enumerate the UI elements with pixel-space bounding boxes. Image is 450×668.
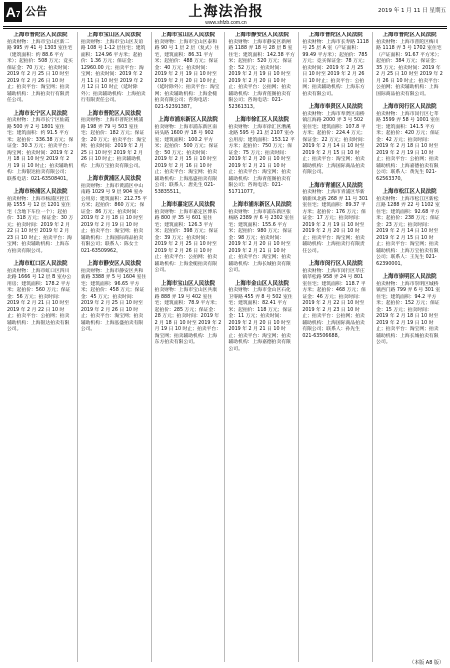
column-4 — [224, 32, 298, 662]
notice-body: 拍卖财物：上海市浦东新区南码头路 1600 弄 18 号 902 室；建筑面积：100.2 平方米；起拍价：500 万元；保证金：50 万元；拍卖时间：2019 年 2 月 15 日 10 时至 2019 年 2 月 16 日 10 时止；拍卖平台：淘宝网；拍卖辅助机构：上海泓盛拍卖有限公司；联系人：唐先生 021-53835511。 — [154, 124, 219, 195]
notice-body: 拍卖财物：上海市崇明区城桥镇西门路 799 弄 6 号 301 室住宅；建筑面积：94.2 平方米；起拍价：152 万元；保证金：15 万元；拍卖时间：2019 年 2 月 18 日 10 时至 2019 年 2 月 19 日 10 时止；拍卖平台：淘宝网；拍卖辅助机构：上海长城拍卖有限公司。 — [376, 281, 441, 345]
notice-title: 上海市闵行区人民法院 — [382, 104, 437, 110]
notice — [81, 111, 148, 171]
notice-body: 拍卖财物：上海市黄浦区中山南路 1029 号 9 层 904 室办公用房；建筑面积：212.75 平方米；起拍价：860 万元；保证金：86 万元；拍卖时间：2019 年 2 月 18 日 10 时至 2019 年 2 月 19 日 10 时止；拍卖平台：淘宝网；拍卖辅助机构：上海国际商品拍卖有限公司；联系人：陈女士 021-63509962。 — [80, 183, 148, 254]
notice-title: 上海市静安区人民法院 — [87, 261, 142, 267]
header-rule-thin — [3, 28, 447, 29]
notice-title: 上海市徐汇区人民法院 — [234, 117, 289, 123]
notice-title: 上海市青浦区人民法院 — [308, 182, 363, 189]
notice — [376, 274, 443, 347]
notice — [7, 32, 74, 105]
notice-title: 上海市闵行区人民法院 — [308, 261, 363, 267]
notice-body: 拍卖财物：上海市静安区新闸路 1188 弄 18 号 28 层 B 室住宅；建筑面积：142.38 平方米；起拍价：520 万元；保证金：52 万元；拍卖时间：2019 年 2 月 19 日 10 时至 2019 年 2 月 20 日 10 时止；拍卖平台：公拍网；拍卖辅助机构：上海青莲阁拍卖有限公司；咨询电话：021-52361313。 — [228, 39, 295, 110]
notice-body: 拍卖财物：上海市长寿路 1118 号 25 层 A 室（产证面积：99.49 平方米）；起拍价：785 万元；竞买保证金：78 万元；拍卖时间：2019 年 2 月 25 日 10 时至 2019 年 2 月 26 日 10 时止；拍卖平台：公拍网；拍卖辅助机构：上海东方拍卖有限公司。 — [302, 39, 369, 97]
notice-title: 上海市嘉定区人民法院 — [161, 202, 216, 208]
column-3 — [151, 32, 225, 662]
notice — [302, 183, 369, 256]
notice-title: 上海市宝山区人民法院 — [161, 280, 216, 287]
notice-title: 上海市普陀区人民法院 — [308, 32, 363, 38]
notice-body: 拍卖财物：上海市青浦区华新镇新凤北路 268 弄 11 号 301 室住宅；建筑面积：89.37 平方米；起拍价：176 万元；保证金：17 万元；拍卖时间：2019 年 2 月 19 日 10 时至 2019 年 2 月 20 日 10 时止；拍卖平台：淘宝网；拍卖辅助机构：上海拍卖行有限责任公司。 — [302, 190, 368, 254]
section-label: 公告 — [25, 5, 47, 18]
notice — [228, 32, 295, 111]
notice-title: 上海市普陀区人民法院 — [13, 32, 68, 38]
notice-title: 上海市黄浦区人民法院 — [87, 176, 142, 182]
notice — [228, 202, 295, 275]
notice-title: 上海市普陀区人民法院 — [87, 110, 142, 117]
notice — [155, 281, 222, 347]
notice-title: 上海市杨浦区人民法院 — [13, 189, 68, 195]
notice — [155, 32, 222, 111]
notice-body: 拍卖财物：上海市闵行区莘庄镇莘松路 958 弄 24 号 801 室住宅；建筑面积：118.7 平方米；起拍价：468 万元；保证金：46 万元；拍卖时间：2019 年 2 月 22 日 10 时至 2019 年 2 月 23 日 10 时止；拍卖平台：公拍网；拍卖辅助机构：上海国际商品拍卖有限公司；联系人：孙先生 021-63506688。 — [302, 268, 366, 339]
notice — [228, 281, 295, 354]
notice-body: 拍卖财物：上海市嘉定区博乐路 800 弄 35 号 601 室住宅；建筑面积：126.3 平方米；起拍价：398 万元；保证金：39 万元；拍卖时间：2019 年 2 月 25 日 10 时至 2019 年 2 月 26 日 10 时止；拍卖平台：公拍网；拍卖辅助机构：上海金槌拍卖有限公司。 — [154, 209, 219, 273]
column-1 — [4, 32, 77, 662]
notice-body: 拍卖财物：上海市金山区石化卫零路 455 弄 8 号 502 室住宅；建筑面积：82.41 平方米；起拍价：118 万元；保证金：11 万元；拍卖时间：2019 年 2 月 20 日 10 时至 2019 年 2 月 21 日 10 时止；拍卖平台：淘宝网；拍卖辅助机构：上海嘉德拍卖有限公司。 — [228, 288, 293, 352]
page-header — [0, 0, 450, 30]
notice — [7, 189, 74, 255]
notice-title: 上海市崇明区人民法院 — [382, 274, 437, 280]
notice-title: 上海市宝山区人民法院 — [161, 32, 216, 38]
notice-body: 拍卖财物：上海市徐汇区漕溪北路 595 号 21 层 2107 室办公用房；建筑面积：153.12 平方米；起拍价：750 万元；保证金：75 万元；拍卖时间：2019 年 2 月 20 日 10 时至 2019 年 2 月 21 日 10 时止；拍卖平台：淘宝网；拍卖辅助机构：上海青莲阁拍卖有限公司；咨询电话：021-51711077。 — [228, 124, 295, 195]
notice-title: 上海市长宁区人民法院 — [13, 110, 68, 117]
notice-title: 上海市虹口区人民法院 — [13, 261, 68, 267]
notice — [81, 32, 148, 105]
notice — [81, 176, 148, 255]
notice-body: 拍卖财物：上海市宝山区泰和路 90 号 1 层 2 层（复式）住宅，建筑面积：86.31 平方米；起拍价：488 万元；保证金：40 万元；拍卖时间：2019 年 2 月 19 日 10 时至 2019 年 2 月 20 日 10 时止（延时除外）；拍卖平台：淘宝网；拍卖辅助机构：上海金槌拍卖有限公司；咨询电话：021-52391387。 — [154, 39, 220, 110]
notice — [302, 104, 369, 177]
notice-body: 拍卖财物：上海市松江区新松江路 1288 弄 22 号 1102 室住宅；建筑面积：92.68 平方米；起拍价：238 万元；保证金：23 万元；拍卖时间：2019 年 2 月 14 日 10 时至 2019 年 2 月 15 日 10 时止；拍卖平台：淘宝网；拍卖辅助机构：上海万宝拍卖有限公司；联系人：王先生 021-62390001。 — [376, 196, 440, 267]
notice-body: 拍卖财物：上海市静安区共和新路 3388 弄 5 号 1604 室住宅；建筑面积：96.65 平方米；起拍价：458 万元；保证金：45 万元；拍卖时间：2019 年 2 月 25 日 10 时至 2019 年 2 月 26 日 10 时止；拍卖平台：淘宝网；拍卖辅助机构：上海泓盛拍卖有限公司。 — [80, 268, 147, 332]
notice-body: 拍卖财物：上海市宝山区新二路 995 弄 41 号 1303 室住宅（建筑面积：约 88.6 平方米）；起拍价：508 万元；竞买保证金：70 万元；拍卖时间：2019 年 2 月 25 日 10 时至 2019 年 2 月 26 日 10 时止；拍卖平台：淘宝网；拍卖辅助机构：上海拍卖行有限责任公司。 — [7, 39, 73, 103]
page-number-badge — [4, 2, 22, 22]
notice-title: 上海市松江区人民法院 — [382, 189, 437, 195]
page-number: 7 — [15, 10, 21, 19]
notice — [302, 261, 369, 340]
notice — [376, 104, 443, 183]
notice-title: 上海市浦东新区人民法院 — [232, 202, 292, 208]
notice-body: 拍卖财物：上海市浦东新区张杨路 2389 弄 6 号 2302 室住宅；建筑面积：155.6 平方米；起拍价：980 万元；保证金：98 万元；拍卖时间：2019 年 2 月 20 日 10 时至 2019 年 2 月 21 日 10 时止；拍卖平台：淘宝网；拍卖辅助机构：上海长城拍卖有限公司。 — [228, 209, 294, 273]
site-url: www.shfzb.com.cn — [205, 20, 247, 26]
issue-date: 2019 年 1 月 11 日 星期五 — [378, 8, 446, 14]
page-footer: （本版 A8 版） — [409, 660, 444, 666]
notice — [7, 261, 74, 334]
notice-body: 拍卖财物：上海市普陀区梅川路 1118 弄 3 号 1702 室住宅（产证面积：91.67 平方米）；起拍价：384 万元；保证金：35 万元；拍卖时间：2019 年 2 月 25 日 10 时至 2019 年 2 月 26 日 10 时止；拍卖平台：公拍网；拍卖辅助机构：上海国际商品拍卖有限公司。 — [376, 39, 443, 97]
notice — [376, 32, 443, 98]
notice-title: 上海市普陀区人民法院 — [382, 32, 437, 38]
column-5 — [298, 32, 372, 662]
notice-title: 上海市宝山区人民法院 — [87, 32, 142, 38]
notice-title: 上海市静安区人民法院 — [234, 32, 289, 38]
column-2 — [77, 32, 151, 662]
notice-body: 拍卖财物：上海市奉贤区南桥镇江海路 2000 弄 3 号 502 室住宅；建筑面积：107.8 平方米；起拍价：224.4 万元；保证金：22 万元；拍卖时间：2019 年 2 月 14 日 10 时至 2019 年 2 月 15 日 10 时止；拍卖平台：淘宝网；拍卖辅助机构：上海国际商品拍卖有限公司。 — [302, 111, 368, 175]
notice-title: 上海市浦东新区人民法院 — [158, 117, 218, 123]
notice-body: 拍卖财物：上海市长宁区仙霞路 500 弄 2 号 1801 室住宅；建筑面积：约 91.5 平方米；起拍价：336.38 万元；保证金：30.3 万元；拍卖平台：淘宝网；拍卖时间：2019 年 2 月 18 日 10 时至 2019 年 2 月 19 日 10 时止；拍卖辅助机构：上海银达拍卖有限公司；联系电话：021-63508401。 — [7, 118, 74, 182]
notice-body: 拍卖财物：上海市虹口区四川北路 1666 号 12 层 B 室办公用房；建筑面积：178.2 平方米；起拍价：560 万元；保证金：56 万元；拍卖时间：2019 年 2 月 21 日 10 时至 2019 年 2 月 22 日 10 时止；拍卖平台：公拍网；拍卖辅助机构：上海银达拍卖有限公司。 — [7, 268, 72, 332]
masthead: 上海法治报 — [188, 4, 264, 20]
notice — [155, 202, 222, 275]
notice — [7, 111, 74, 184]
notice-title: 上海市奉贤区人民法院 — [308, 104, 363, 110]
header-rule — [3, 26, 447, 27]
notice-body: 拍卖财物：上海市普陀区桃浦路 198 弄 79 号 503 室住宅；起拍价：182 万元；保证金：20 万元；拍卖平台：淘宝网；拍卖时间：2019 年 2 月 25 日 10 时至 2019 年 2 月 26 日 10 时止；拍卖辅助机构：上海万宝拍卖有限公司。 — [80, 118, 147, 169]
notice-body: 拍卖财物：上海市闵行区七莘路 3599 弄 58 号 1001 室住宅；建筑面积：141.5 平方米；起拍价：420 万元；保证金：42 万元；拍卖时间：2019 年 2 月 18 日 10 时至 2019 年 2 月 19 日 10 时止；拍卖平台：公拍网；拍卖辅助机构：上海嘉德拍卖有限公司；联系人：黄先生 021-62563370。 — [376, 111, 440, 182]
notice-columns — [4, 32, 446, 662]
column-6 — [372, 32, 446, 662]
notice-body: 拍卖财物：上海市宝山区友谊路 108 号 1-12 层住宅；建筑面积：124.96 平方米；起拍价：1.36 万元；保证金：12960.00 元；拍卖平台：淘宝网；拍卖时间：2019 年 2 月 11 日 10 时至 2019 年 2 月 12 日 10 时止（延时除外）；拍卖辅助机构：上海拍卖行有限责任公司。 — [80, 39, 146, 103]
notice — [228, 117, 295, 196]
notice — [302, 32, 369, 98]
notice — [81, 261, 148, 334]
notice-body: 拍卖财物：上海市宝山区共康路 888 弄 19 号 402 室住宅；建筑面积：78.9 平方米；起拍价：285 万元；保证金：28 万元；拍卖时间：2019 年 2 月 18 日 10 时至 2019 年 2 月 19 日 10 时止；拍卖平台：淘宝网；拍卖辅助机构：上海东方拍卖有限公司。 — [154, 288, 222, 345]
page-letter: A — [5, 4, 16, 20]
notice-body: 拍卖财物：上海市杨浦区控江路 1555 号 12 层 1201 室住宅（含地下车位一个）；起拍价：318 万元；保证金：30 万元；拍卖时间：2019 年 2 月 22 日 10 时至 2019 年 2 月 23 日 10 时止；拍卖平台：淘宝网；拍卖辅助机构：上海东方拍卖有限公司。 — [7, 196, 74, 254]
notice — [155, 117, 222, 196]
notice — [376, 189, 443, 268]
notice-title: 上海市金山区人民法院 — [234, 280, 289, 287]
